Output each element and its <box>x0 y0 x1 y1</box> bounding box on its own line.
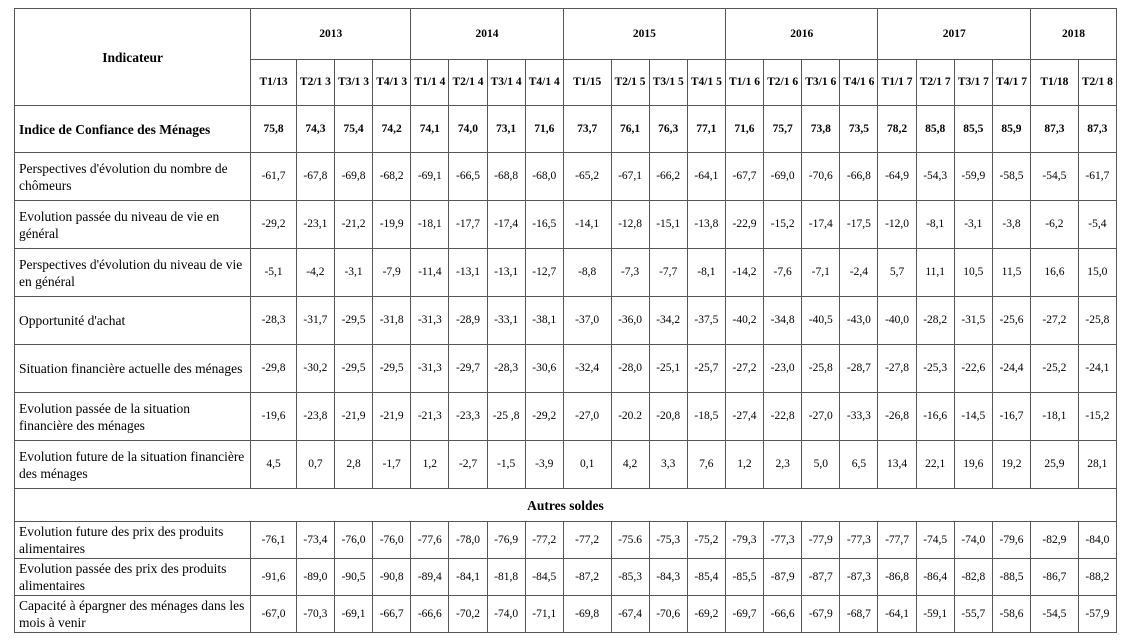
quarter-header: T2/1 6 <box>764 60 802 106</box>
value-cell: -37,0 <box>563 297 611 345</box>
value-cell: -77,2 <box>563 522 611 559</box>
value-cell: -23,3 <box>449 393 487 441</box>
value-cell: -79,3 <box>725 522 763 559</box>
value-cell: -31,3 <box>411 297 449 345</box>
value-cell: -7,6 <box>764 249 802 297</box>
value-cell: -23,8 <box>296 393 334 441</box>
value-cell: -70,6 <box>802 153 840 201</box>
value-cell: -32,4 <box>563 345 611 393</box>
value-cell: -19,6 <box>251 393 297 441</box>
value-cell: -70,6 <box>649 596 687 633</box>
value-cell: -15,2 <box>764 201 802 249</box>
value-cell: -90,8 <box>373 559 411 596</box>
quarter-header: T4/1 7 <box>992 60 1030 106</box>
value-cell: -67,4 <box>611 596 649 633</box>
value-cell: -40,2 <box>725 297 763 345</box>
other-indicator-row <box>15 559 1117 596</box>
value-cell: -31,8 <box>373 297 411 345</box>
indicator-header: Indicateur <box>15 9 251 106</box>
value-cell: 22,1 <box>916 441 954 489</box>
value-cell: 87,3 <box>1031 106 1079 153</box>
value-cell: -68,8 <box>487 153 525 201</box>
value-cell: 74,2 <box>373 106 411 153</box>
indicator-row <box>15 201 1117 249</box>
value-cell: -17,7 <box>449 201 487 249</box>
indicator-row <box>15 153 1117 201</box>
year-header: 2017 <box>878 9 1031 60</box>
value-cell: -29,5 <box>334 345 372 393</box>
value-cell: -66,2 <box>649 153 687 201</box>
value-cell: -70,2 <box>449 596 487 633</box>
value-cell: -82,8 <box>954 559 992 596</box>
value-cell: -73,4 <box>296 522 334 559</box>
value-cell: 87,3 <box>1078 106 1116 153</box>
value-cell: -28,2 <box>916 297 954 345</box>
indicator-row <box>15 345 1117 393</box>
value-cell: -25,6 <box>992 297 1030 345</box>
value-cell: -64,1 <box>687 153 725 201</box>
value-cell: -76,1 <box>251 522 297 559</box>
value-cell: -12,7 <box>525 249 563 297</box>
value-cell: -26,8 <box>878 393 916 441</box>
value-cell: -34,8 <box>764 297 802 345</box>
value-cell: -25,8 <box>802 345 840 393</box>
value-cell: -85,5 <box>725 559 763 596</box>
value-cell: 11,5 <box>992 249 1030 297</box>
quarter-header: T4/1 6 <box>840 60 878 106</box>
value-cell: -87,2 <box>563 559 611 596</box>
value-cell: 4,2 <box>611 441 649 489</box>
value-cell: 1,2 <box>725 441 763 489</box>
value-cell: -54,3 <box>916 153 954 201</box>
value-cell: -23,0 <box>764 345 802 393</box>
value-cell: 74,1 <box>411 106 449 153</box>
value-cell: 74,0 <box>449 106 487 153</box>
value-cell: -12,8 <box>611 201 649 249</box>
value-cell: -82,9 <box>1031 522 1079 559</box>
section-row <box>15 489 1117 522</box>
value-cell: 1,2 <box>411 441 449 489</box>
quarter-header: T1/15 <box>563 60 611 106</box>
value-cell: -67,1 <box>611 153 649 201</box>
value-cell: -38,1 <box>525 297 563 345</box>
other-indicator-row <box>15 596 1117 633</box>
quarter-header: T1/1 7 <box>878 60 916 106</box>
value-cell: -66,8 <box>840 153 878 201</box>
value-cell: -65,2 <box>563 153 611 201</box>
value-cell: -66,7 <box>373 596 411 633</box>
value-cell: -77,9 <box>802 522 840 559</box>
value-cell: -21,2 <box>334 201 372 249</box>
value-cell: -22,6 <box>954 345 992 393</box>
value-cell: -17,4 <box>802 201 840 249</box>
value-cell: -13,8 <box>687 201 725 249</box>
value-cell: -84,5 <box>525 559 563 596</box>
value-cell: -40,0 <box>878 297 916 345</box>
value-cell: -18,5 <box>687 393 725 441</box>
value-cell: 76,1 <box>611 106 649 153</box>
value-cell: -75,2 <box>687 522 725 559</box>
value-cell: -20.2 <box>611 393 649 441</box>
quarter-header: T1/1 4 <box>411 60 449 106</box>
value-cell: -13,1 <box>449 249 487 297</box>
value-cell: -21,9 <box>334 393 372 441</box>
value-cell: -88,2 <box>1078 559 1116 596</box>
value-cell: -28,0 <box>611 345 649 393</box>
value-cell: 76,3 <box>649 106 687 153</box>
value-cell: -69,1 <box>334 596 372 633</box>
value-cell: -29,5 <box>334 297 372 345</box>
year-header: 2013 <box>251 9 411 60</box>
value-cell: 0,7 <box>296 441 334 489</box>
value-cell: 73,5 <box>840 106 878 153</box>
value-cell: -77,6 <box>411 522 449 559</box>
indicator-row <box>15 393 1117 441</box>
value-cell: -40,5 <box>802 297 840 345</box>
value-cell: -34,2 <box>649 297 687 345</box>
quarter-header: T1/13 <box>251 60 297 106</box>
value-cell: -36,0 <box>611 297 649 345</box>
value-cell: -57,9 <box>1078 596 1116 633</box>
value-cell: 77,1 <box>687 106 725 153</box>
quarter-header: T1/18 <box>1031 60 1079 106</box>
value-cell: -69,0 <box>764 153 802 201</box>
value-cell: -6,2 <box>1031 201 1079 249</box>
value-cell: 75,8 <box>251 106 297 153</box>
value-cell: -74,5 <box>916 522 954 559</box>
value-cell: -85,4 <box>687 559 725 596</box>
value-cell: -64,1 <box>878 596 916 633</box>
value-cell: -76,9 <box>487 522 525 559</box>
value-cell: -18,1 <box>1031 393 1079 441</box>
row-label: Evolution passée de la situation financière des ménages <box>15 393 251 441</box>
value-cell: -25 ,8 <box>487 393 525 441</box>
value-cell: 13,4 <box>878 441 916 489</box>
value-cell: -69,1 <box>411 153 449 201</box>
value-cell: -86,8 <box>878 559 916 596</box>
value-cell: 73,8 <box>802 106 840 153</box>
value-cell: -3,8 <box>992 201 1030 249</box>
value-cell: -15,1 <box>649 201 687 249</box>
value-cell: 5,7 <box>878 249 916 297</box>
value-cell: 7,6 <box>687 441 725 489</box>
value-cell: -2,4 <box>840 249 878 297</box>
value-cell: -29,8 <box>251 345 297 393</box>
value-cell: -27,2 <box>725 345 763 393</box>
value-cell: 19,6 <box>954 441 992 489</box>
row-label: Evolution passée du niveau de vie en général <box>15 201 251 249</box>
year-header-row <box>15 9 1117 60</box>
value-cell: -89,4 <box>411 559 449 596</box>
value-cell: -90,5 <box>334 559 372 596</box>
value-cell: 2,8 <box>334 441 372 489</box>
value-cell: -69,7 <box>725 596 763 633</box>
value-cell: -61,7 <box>1078 153 1116 201</box>
value-cell: -68,2 <box>373 153 411 201</box>
value-cell: -25,1 <box>649 345 687 393</box>
value-cell: -24,1 <box>1078 345 1116 393</box>
value-cell: -25,3 <box>916 345 954 393</box>
value-cell: -19,9 <box>373 201 411 249</box>
value-cell: -25,2 <box>1031 345 1079 393</box>
value-cell: -87,7 <box>802 559 840 596</box>
value-cell: -54,5 <box>1031 596 1079 633</box>
value-cell: -14,2 <box>725 249 763 297</box>
value-cell: -27,2 <box>1031 297 1079 345</box>
value-cell: -29,5 <box>373 345 411 393</box>
value-cell: -86,7 <box>1031 559 1079 596</box>
value-cell: -67,8 <box>296 153 334 201</box>
quarter-header: T4/1 3 <box>373 60 411 106</box>
quarter-header: T3/1 7 <box>954 60 992 106</box>
value-cell: -8,1 <box>916 201 954 249</box>
value-cell: -75.6 <box>611 522 649 559</box>
value-cell: 6,5 <box>840 441 878 489</box>
value-cell: -8,8 <box>563 249 611 297</box>
quarter-header: T2/1 4 <box>449 60 487 106</box>
value-cell: -27,4 <box>725 393 763 441</box>
value-cell: -8,1 <box>687 249 725 297</box>
value-cell: -66,6 <box>764 596 802 633</box>
value-cell: -68,0 <box>525 153 563 201</box>
value-cell: -66,6 <box>411 596 449 633</box>
value-cell: -76,0 <box>373 522 411 559</box>
value-cell: 73,7 <box>563 106 611 153</box>
value-cell: 5,0 <box>802 441 840 489</box>
indicator-row <box>15 297 1117 345</box>
value-cell: -77,2 <box>525 522 563 559</box>
row-label: Opportunité d'achat <box>15 297 251 345</box>
value-cell: -88,5 <box>992 559 1030 596</box>
value-cell: -20,8 <box>649 393 687 441</box>
value-cell: 19,2 <box>992 441 1030 489</box>
value-cell: -31,7 <box>296 297 334 345</box>
quarter-header: T4/1 5 <box>687 60 725 106</box>
quarter-header: T2/1 7 <box>916 60 954 106</box>
value-cell: -12,0 <box>878 201 916 249</box>
quarter-header: T3/1 4 <box>487 60 525 106</box>
value-cell: -18,1 <box>411 201 449 249</box>
value-cell: -24,4 <box>992 345 1030 393</box>
value-cell: -78,0 <box>449 522 487 559</box>
year-header: 2015 <box>563 9 725 60</box>
value-cell: 0,1 <box>563 441 611 489</box>
value-cell: -70,3 <box>296 596 334 633</box>
value-cell: -77,3 <box>840 522 878 559</box>
value-cell: -76,0 <box>334 522 372 559</box>
value-cell: -66,5 <box>449 153 487 201</box>
value-cell: -7,7 <box>649 249 687 297</box>
value-cell: 75,4 <box>334 106 372 153</box>
main-index-row <box>15 106 1117 153</box>
value-cell: -37,5 <box>687 297 725 345</box>
quarter-header: T2/1 5 <box>611 60 649 106</box>
value-cell: 73,1 <box>487 106 525 153</box>
quarter-header: T3/1 3 <box>334 60 372 106</box>
quarter-header: T3/1 5 <box>649 60 687 106</box>
value-cell: 71,6 <box>725 106 763 153</box>
confidence-table-container <box>14 8 1117 633</box>
value-cell: -29,7 <box>449 345 487 393</box>
value-cell: -67,7 <box>725 153 763 201</box>
value-cell: -5,1 <box>251 249 297 297</box>
value-cell: 74,3 <box>296 106 334 153</box>
value-cell: -27,0 <box>802 393 840 441</box>
value-cell: -25,7 <box>687 345 725 393</box>
value-cell: 85,9 <box>992 106 1030 153</box>
value-cell: 85,8 <box>916 106 954 153</box>
value-cell: -81,8 <box>487 559 525 596</box>
value-cell: -15,2 <box>1078 393 1116 441</box>
quarter-header: T2/1 8 <box>1078 60 1116 106</box>
value-cell: 25,9 <box>1031 441 1079 489</box>
row-label: Evolution future de la situation financière des ménages <box>15 441 251 489</box>
value-cell: -59,1 <box>916 596 954 633</box>
value-cell: -91,6 <box>251 559 297 596</box>
value-cell: -14,1 <box>563 201 611 249</box>
value-cell: -14,5 <box>954 393 992 441</box>
quarter-header: T3/1 6 <box>802 60 840 106</box>
value-cell: -30,6 <box>525 345 563 393</box>
value-cell: -17,5 <box>840 201 878 249</box>
value-cell: 11,1 <box>916 249 954 297</box>
value-cell: -68,7 <box>840 596 878 633</box>
value-cell: -77,7 <box>878 522 916 559</box>
value-cell: -61,7 <box>251 153 297 201</box>
value-cell: -28,3 <box>251 297 297 345</box>
value-cell: -31,5 <box>954 297 992 345</box>
value-cell: 78,2 <box>878 106 916 153</box>
value-cell: 28,1 <box>1078 441 1116 489</box>
year-header: 2014 <box>411 9 564 60</box>
value-cell: -28,7 <box>840 345 878 393</box>
value-cell: -85,3 <box>611 559 649 596</box>
value-cell: -11,4 <box>411 249 449 297</box>
value-cell: -67,9 <box>802 596 840 633</box>
value-cell: -74,0 <box>487 596 525 633</box>
value-cell: -74,0 <box>954 522 992 559</box>
value-cell: -69,8 <box>334 153 372 201</box>
value-cell: 16,6 <box>1031 249 1079 297</box>
indicator-row <box>15 441 1117 489</box>
value-cell: -69,2 <box>687 596 725 633</box>
indicator-row <box>15 249 1117 297</box>
value-cell: -28,3 <box>487 345 525 393</box>
value-cell: -43,0 <box>840 297 878 345</box>
value-cell: -77,3 <box>764 522 802 559</box>
value-cell: -2,7 <box>449 441 487 489</box>
quarter-header: T1/1 6 <box>725 60 763 106</box>
value-cell: -13,1 <box>487 249 525 297</box>
value-cell: -67,0 <box>251 596 297 633</box>
value-cell: 71,6 <box>525 106 563 153</box>
value-cell: -29,2 <box>525 393 563 441</box>
value-cell: -21,3 <box>411 393 449 441</box>
value-cell: -31,3 <box>411 345 449 393</box>
value-cell: -7,3 <box>611 249 649 297</box>
value-cell: -7,1 <box>802 249 840 297</box>
value-cell: -84,1 <box>449 559 487 596</box>
value-cell: 4,5 <box>251 441 297 489</box>
value-cell: -87,3 <box>840 559 878 596</box>
value-cell: -25,8 <box>1078 297 1116 345</box>
row-label: Perspectives d'évolution du nombre de chômeurs <box>15 153 251 201</box>
value-cell: -79,6 <box>992 522 1030 559</box>
row-label: Indice de Confiance des Ménages <box>15 106 251 153</box>
value-cell: -28,9 <box>449 297 487 345</box>
year-header: 2016 <box>725 9 878 60</box>
household-confidence-table <box>14 8 1117 633</box>
value-cell: -84,0 <box>1078 522 1116 559</box>
value-cell: -17,4 <box>487 201 525 249</box>
value-cell: -84,3 <box>649 559 687 596</box>
value-cell: 2,3 <box>764 441 802 489</box>
value-cell: -69,8 <box>563 596 611 633</box>
quarter-header: T4/1 4 <box>525 60 563 106</box>
value-cell: -33,3 <box>840 393 878 441</box>
value-cell: -1,7 <box>373 441 411 489</box>
value-cell: -5,4 <box>1078 201 1116 249</box>
value-cell: -58,5 <box>992 153 1030 201</box>
value-cell: -89,0 <box>296 559 334 596</box>
value-cell: -64,9 <box>878 153 916 201</box>
value-cell: -16,7 <box>992 393 1030 441</box>
row-label: Evolution passée des prix des produits alimentaires <box>15 559 251 596</box>
row-label: Evolution future des prix des produits alimentaires <box>15 522 251 559</box>
value-cell: -4,2 <box>296 249 334 297</box>
value-cell: -3,1 <box>954 201 992 249</box>
value-cell: -55,7 <box>954 596 992 633</box>
value-cell: -27,8 <box>878 345 916 393</box>
value-cell: -22,8 <box>764 393 802 441</box>
value-cell: 15,0 <box>1078 249 1116 297</box>
value-cell: -30,2 <box>296 345 334 393</box>
value-cell: -86,4 <box>916 559 954 596</box>
value-cell: -23,1 <box>296 201 334 249</box>
value-cell: -58,6 <box>992 596 1030 633</box>
value-cell: -27,0 <box>563 393 611 441</box>
quarter-header: T2/1 3 <box>296 60 334 106</box>
value-cell: -54,5 <box>1031 153 1079 201</box>
value-cell: -16,6 <box>916 393 954 441</box>
value-cell: -87,9 <box>764 559 802 596</box>
value-cell: 75,7 <box>764 106 802 153</box>
section-label: Autres soldes <box>15 489 1117 522</box>
year-header: 2018 <box>1031 9 1117 60</box>
row-label: Perspectives d'évolution du niveau de vie en général <box>15 249 251 297</box>
value-cell: -22,9 <box>725 201 763 249</box>
value-cell: -29,2 <box>251 201 297 249</box>
value-cell: -16,5 <box>525 201 563 249</box>
value-cell: -3,9 <box>525 441 563 489</box>
value-cell: 85,5 <box>954 106 992 153</box>
other-indicator-row <box>15 522 1117 559</box>
value-cell: -75,3 <box>649 522 687 559</box>
value-cell: -21,9 <box>373 393 411 441</box>
value-cell: 10,5 <box>954 249 992 297</box>
value-cell: -3,1 <box>334 249 372 297</box>
value-cell: 3,3 <box>649 441 687 489</box>
row-label: Situation financière actuelle des ménages <box>15 345 251 393</box>
value-cell: -59,9 <box>954 153 992 201</box>
value-cell: -33,1 <box>487 297 525 345</box>
row-label: Capacité à épargner des ménages dans les mois à venir <box>15 596 251 633</box>
value-cell: -71,1 <box>525 596 563 633</box>
value-cell: -1,5 <box>487 441 525 489</box>
value-cell: -7,9 <box>373 249 411 297</box>
